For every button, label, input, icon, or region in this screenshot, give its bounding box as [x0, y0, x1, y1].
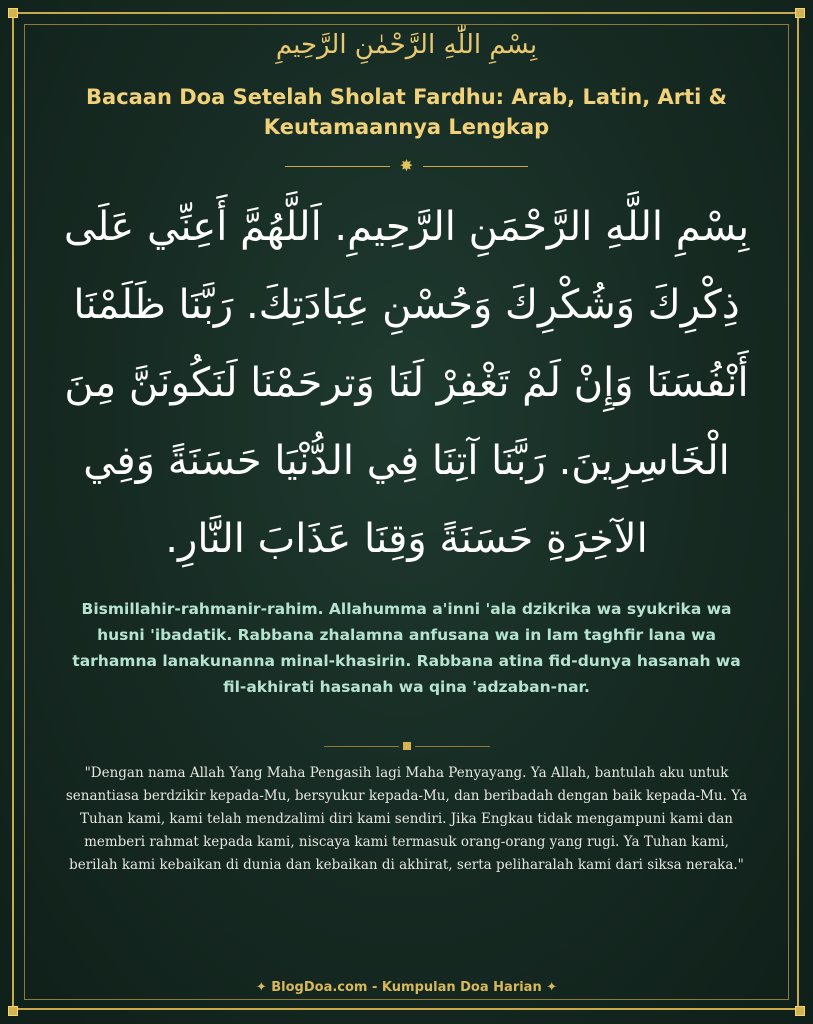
divider-line [285, 166, 390, 167]
latin-transliteration: Bismillahir-rahmanir-rahim. Allahumma a'inni 'ala dzikrika wa syukrika wa husni 'ibadatik. Rabbana zhalamna anfusana wa in lam taghfir lana wa tarhamna lanakunanna minal-khasirin. Rabbana atina fid-dunya hasanah wa fil-akhirati hasanah wa qina 'adzaban-nar. [72, 600, 741, 696]
bismillah-heading: بِسْمِ اللّٰهِ الرَّحْمٰنِ الرَّحِيمِ [275, 30, 538, 60]
footer-credit: ✦ BlogDoa.com - Kumpulan Doa Harian ✦ [255, 980, 558, 995]
corner-ornament-icon [8, 8, 18, 18]
divider-line [415, 746, 490, 747]
arabic-dua-text: بِسْمِ اللَّهِ الرَّحْمَنِ الرَّحِيمِ. اَللَّهُمَّ أَعِنِّي عَلَى ذِكْرِكَ وَشُكْرِكَ وَحُسْنِ عِبَادَتِكَ. رَبَّنَا ظَلَمْنَا أَنْفُسَنَا وَإِنْ لَمْ تَغْفِرْ لَنَا وَترحَمْنَا لَنَكُونَنَّ مِنَ الْخَاسِرِينَ. رَبَّنَا آتِنَا فِي الدُّنْيَا حَسَنَةً وَفِي الآخِرَةِ حَسَنَةً وَقِنَا عَذَابَ النَّارِ. [63, 204, 750, 562]
page-title: Bacaan Doa Setelah Sholat Fardhu: Arab, Latin, Arti & Keutamaannya Lengkap [86, 85, 727, 139]
square-ornament-icon [403, 742, 411, 750]
corner-ornament-icon [795, 1006, 805, 1016]
ornament-divider [0, 158, 813, 174]
divider-line [324, 746, 399, 747]
divider-line [423, 166, 528, 167]
corner-ornament-icon [8, 1006, 18, 1016]
translation-text: "Dengan nama Allah Yang Maha Pengasih lagi Maha Penyayang. Ya Allah, bantulah aku untuk senantiasa berdzikir kepada-Mu, bersyukur kepada-Mu, dan beribadah dengan baik kepada-Mu. Ya Tuhan kami, kami telah mendzalimi diri kami sendiri. Jika Engkau tidak mengampuni kami dan memberi rahmat kepada kami, niscaya kami termasuk orang-orang yang rugi. Ya Tuhan kami, berilah kami kebaikan di dunia dan kebaikan di akhirat, serta peliharalah kami dari siksa neraka." [65, 765, 748, 873]
corner-ornament-icon [795, 8, 805, 18]
ornament-divider [0, 738, 813, 754]
star-ornament-icon: ✸ [399, 156, 414, 175]
